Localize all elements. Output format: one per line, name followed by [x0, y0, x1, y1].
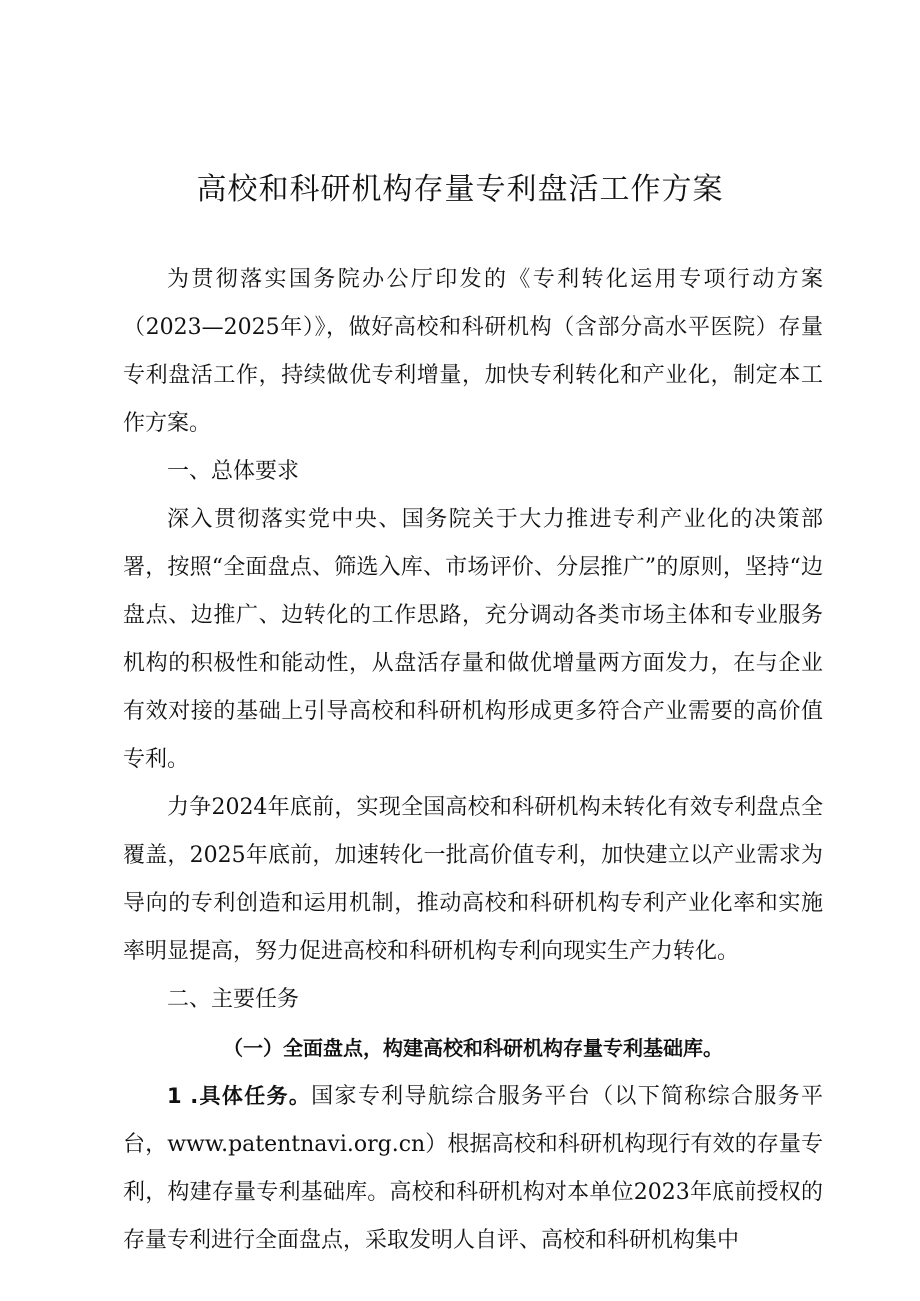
document-body — [123, 256, 823, 1265]
general-requirements-paragraph-2: 力争2024年底前，实现全国高校和科研机构未转化有效专利盘点全覆盖，2025年底前，加速转化一批高价值专利，加快建立以产业需求为导向的专利创造和运用机制，推动高校和科研机构专利产业化率和实施率明显提高，努力促进高校和科研机构专利向现实生产力转化。 — [123, 795, 823, 964]
subsection-heading-inventory: （一）全面盘点，构建高校和科研机构存量专利基础库。 — [223, 1036, 723, 1060]
section-heading-general-requirements: 一、总体要求 — [167, 459, 300, 484]
document-title: 高校和科研机构存量专利盘活工作方案 — [196, 172, 724, 207]
task-item-1 — [123, 1072, 823, 1265]
intro-paragraph: 为贯彻落实国务院办公厅印发的《专利转化运用专项行动方案（2023—2025年）》，做好高校和科研机构（含部分高水平医院）存量专利盘活工作，持续做优专利增量，加快专利转化和产业化，制定本工作方案。 — [123, 267, 823, 436]
section-heading-main-tasks: 二、主要任务 — [167, 987, 300, 1012]
task-item-1-text: 国家专利导航综合服务平台（以下简称综合服务平台，www.patentnavi.org.cn）根据高校和科研机构现行有效的存量专利，构建存量专利基础库。高校和科研机构对本单位2023年底前授权的存量专利进行全面盘点，采取发明人自评、高校和科研机构集中 — [123, 1084, 823, 1253]
general-requirements-paragraph-1: 深入贯彻落实党中央、国务院关于大力推进专利产业化的决策部署，按照“全面盘点、筛选入库、市场评价、分层推广”的原则，坚持“边盘点、边推广、边转化的工作思路，充分调动各类市场主体和专业服务机构的积极性和能动性，从盘活存量和做优增量两方面发力，在与企业有效对接的基础上引导高校和科研机构形成更多符合产业需要的高价值专利。 — [123, 507, 823, 772]
task-item-1-label: 1 .具体任务。 — [167, 1084, 312, 1108]
